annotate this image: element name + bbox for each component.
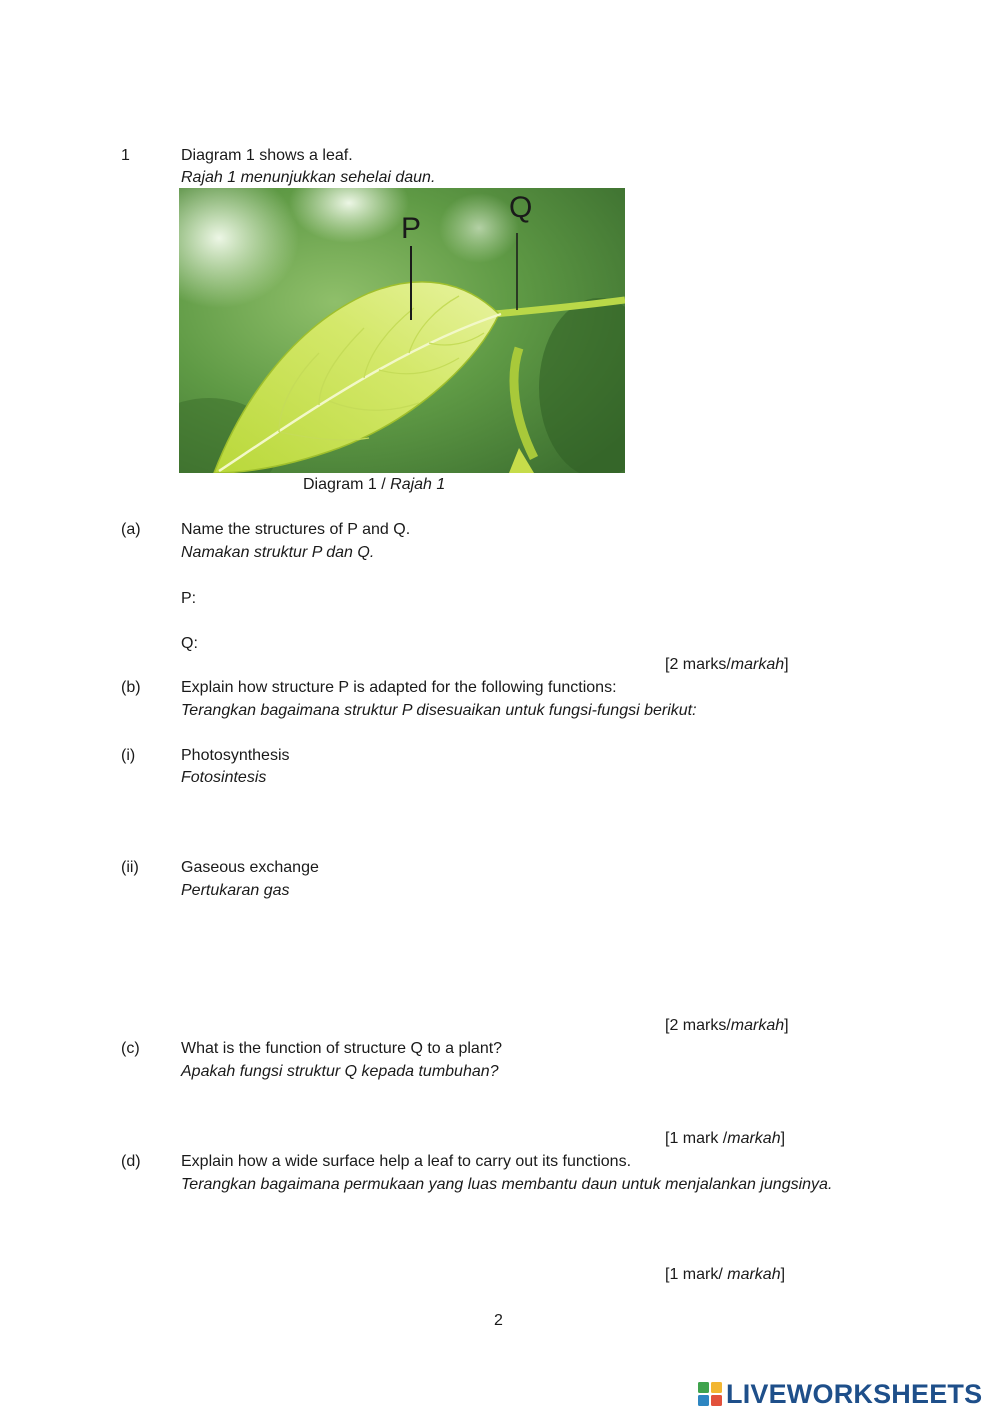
part-a-label: (a): [121, 521, 141, 538]
part-b-label: (b): [121, 679, 141, 696]
diagram-caption: [303, 475, 445, 495]
page-number: 2: [494, 1312, 503, 1329]
part-b-question-malay: Terangkan bagaimana struktur P disesuaikan untuk fungsi-fungsi berikut:: [181, 702, 697, 719]
answer-p-label: P:: [181, 590, 197, 607]
part-a-question-malay: Namakan struktur P dan Q.: [181, 544, 375, 561]
caption-english: Diagram 1 /: [303, 476, 391, 493]
sub-ii-label: (ii): [121, 859, 139, 876]
marks-english: [1 mark/: [665, 1266, 728, 1283]
marks-malay: markah: [727, 1130, 781, 1147]
marks-malay: markah: [727, 1266, 781, 1283]
marks-english: [1 mark /: [665, 1130, 728, 1147]
marks-malay: markah: [730, 656, 785, 673]
marks-close: ]: [780, 1130, 786, 1147]
part-d-question-english: Explain how a wide surface help a leaf to carry out its functions.: [181, 1153, 632, 1170]
part-a-question-english: Name the structures of P and Q.: [181, 521, 411, 538]
label-p: P: [401, 212, 422, 245]
answer-q-label: Q:: [181, 635, 198, 652]
part-b-marks: [665, 1016, 789, 1036]
marks-english: [2 marks/: [665, 656, 731, 673]
brand-name: LIVEWORKSHEETS: [726, 1379, 983, 1409]
part-c-marks: [665, 1129, 785, 1149]
liveworksheets-logo-icon: [698, 1382, 722, 1406]
marks-malay: markah: [730, 1017, 785, 1034]
part-d-question-malay: Terangkan bagaimana permukaan yang luas membantu daun untuk menjalankan jungsinya.: [181, 1176, 833, 1193]
caption-malay: Rajah 1: [390, 476, 446, 493]
sub-i-label: (i): [121, 747, 136, 764]
leaf-photo: [179, 188, 625, 473]
marks-english: [2 marks/: [665, 1017, 731, 1034]
part-b-question-english: Explain how structure P is adapted for the following functions:: [181, 679, 617, 696]
marks-close: ]: [784, 656, 789, 673]
liveworksheets-logo: [698, 1379, 982, 1409]
sub-i-title-malay: Fotosintesis: [181, 769, 267, 786]
question-number: 1: [121, 147, 130, 164]
part-a-marks: [665, 655, 789, 675]
part-c-label: (c): [121, 1040, 140, 1057]
sub-ii-title-malay: Pertukaran gas: [181, 882, 290, 899]
marks-close: ]: [780, 1266, 786, 1283]
intro-malay: Rajah 1 menunjukkan sehelai daun.: [181, 169, 436, 186]
part-c-question-malay: Apakah fungsi struktur Q kepada tumbuhan?: [181, 1063, 499, 1080]
label-q: Q: [509, 191, 533, 224]
sub-ii-title-english: Gaseous exchange: [181, 859, 319, 876]
part-d-label: (d): [121, 1153, 141, 1170]
part-c-question-english: What is the function of structure Q to a plant?: [181, 1040, 503, 1057]
sub-i-title-english: Photosynthesis: [181, 747, 290, 764]
intro-english: Diagram 1 shows a leaf.: [181, 147, 353, 164]
marks-close: ]: [784, 1017, 789, 1034]
part-d-marks: [665, 1265, 785, 1285]
